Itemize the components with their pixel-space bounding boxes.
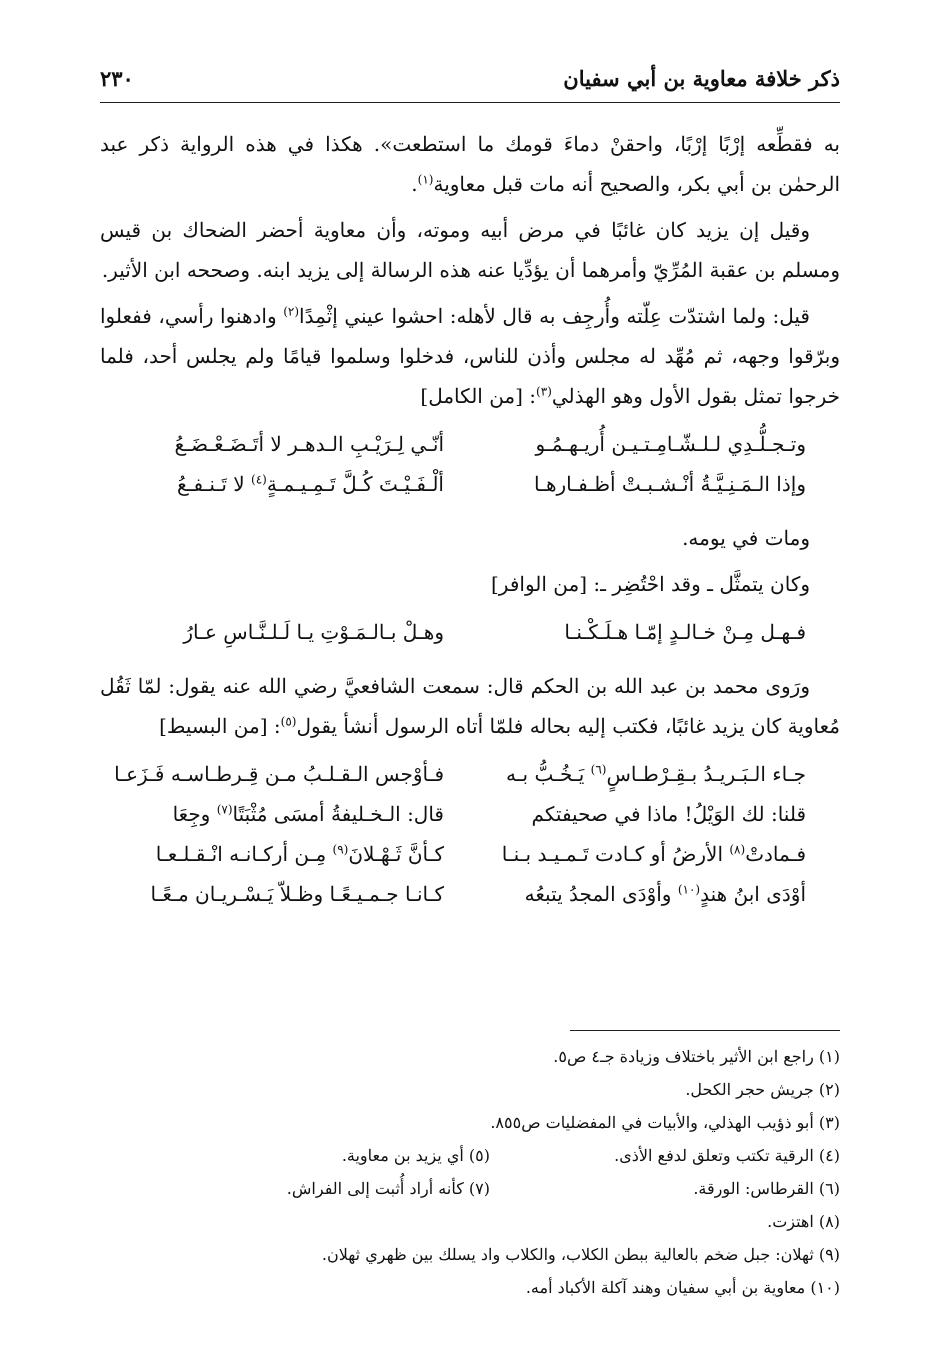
paragraph-2: وقيل إن يزيد كان غائبًا في مرض أبيه وموته، وأن معاوية أحضر الضحاك بن قيس ومسلم بن عقبة المُرِّيّ وأمرهما أن يؤدِّيا عنه هذه الرسالة إلى يزيد ابنه. وصححه ابن الأثير.	[100, 218, 840, 282]
page-header	[100, 62, 840, 103]
verse-line	[100, 464, 840, 504]
footnote-ref: (٣)	[536, 384, 552, 399]
page-number: ٢٣٠	[100, 66, 134, 91]
paragraph-4: ورَوى محمد بن عبد الله بن الحكم قال: سمعت الشافعيَّ رضي الله عنه يقول: لمّا ثَقُل مُعاوية كان يزيد غائبًا، فكتب إليه بحاله فلمّا أتاه الرسول أنشأ يقول$^{(٥)}$: [من البسيط]	[100, 674, 840, 738]
verse-hemistich: جـاء الـبَـريـدُ بـقِـرْطـاسٍ$^{(٦)}$ يَـخُـبُّ بـه	[505, 762, 806, 786]
verse-line	[100, 754, 840, 794]
verse-line	[100, 834, 840, 874]
verse-hemistich: قلنا: لك الوَيْلُ! ماذا في صحيفتكم	[531, 802, 806, 826]
paragraph-recite: وكان يتمثَّل ـ وقد احْتُضِر ـ: [من الوافر]	[491, 572, 810, 596]
footnote-item: (١٠) معاوية بن أبي سفيان وهند آكلة الأكباد أمه.	[525, 1278, 840, 1297]
footnote-item: (٨) اهتزت.	[767, 1212, 840, 1231]
verse-hemistich: فـأوْجس الـقـلـبُ مـن قِـرطـاسـه فَـزَعـا	[114, 762, 444, 786]
verse-line	[100, 794, 840, 834]
paragraph-1: به فقطِّعه إرْبًا إرْبًا، واحقنْ دماءَ قومك ما استطعت». هكذا في هذه الرواية ذكر عبد الرحمٰن بن أبي بكر، والصحيح أنه مات قبل معاوية$^{(١)}$.	[100, 132, 840, 196]
footnotes	[100, 1040, 840, 1304]
footnote-ref: (٩)	[332, 842, 349, 857]
verse-line	[100, 874, 840, 914]
verse-hemistich: فـهـل مِـنْ خـالـدٍ إمّـا هـلَـكْـنـا	[564, 620, 806, 644]
footnote-ref: (٤)	[251, 472, 267, 487]
footnote-item: (٢) جريش حجر الكحل.	[685, 1080, 840, 1099]
verse-hemistich: وهـلْ بـالـمَـوْتِ يـا لَـلـنَّـاسِ عـارُ	[183, 620, 444, 644]
verse-line	[100, 612, 840, 652]
footnote-ref: (٨)	[729, 842, 746, 857]
verse-hemistich: كـأنَّ ثَـهْـلانَ$^{(٩)}$ مِـن أركـانـه انْـقـلـعـا	[155, 842, 444, 866]
verse-hemistich: أنّـي لِـرَيْـبِ الـدهـر لا أتَـضَـعْـضَـعُ	[174, 432, 444, 456]
footnote-item: (١) راجع ابن الأثير باختلاف وزيادة جـ٤ ص٥.	[553, 1047, 840, 1066]
footnote-item: (٤) الرقية تكتب وتعلق لدفع الأذى. (٥) أي يزيد بن معاوية.	[341, 1146, 840, 1165]
verse-hemistich: وتـجـلُّـدِي لـلـشّـامِـتـيـن أُريـهـمُـو	[535, 432, 806, 456]
footnote-item: (٣) أبو ذؤيب الهذلي، والأبيات في المفضليات ص٨٥٥.	[490, 1113, 840, 1132]
footnote-item: (٦) القرطاس: الورقة. (٧) كأنه أراد أُثبت إلى الفراش.	[286, 1179, 840, 1198]
main-text	[100, 124, 840, 928]
footnote-ref: (٢)	[283, 304, 300, 319]
footnote-item: (٩) ثهلان: جبل ضخم بالعالية ببطن الكلاب، والكلاب واد يسلك بين ظهري ثهلان.	[321, 1245, 840, 1264]
footnote-ref: (١)	[417, 172, 434, 187]
running-title: ذكر خلافة معاوية بن أبي سفيان	[563, 66, 840, 91]
verse-hemistich: ألْـفَـيْـتَ كُـلَّ تَـمِـيـمـةٍ$^{(٤)}$ لا تَـنـفـعُ	[176, 472, 444, 496]
verse-hemistich: قال: الـخـليفةُ أمسَى مُثْبَتًا$^{(٧)}$ وجِعَا	[172, 802, 444, 826]
footnote-ref: (١٠)	[677, 882, 701, 897]
poem-wafir	[100, 612, 840, 652]
paragraph-died: ومات في يومه.	[682, 526, 810, 550]
verse-hemistich: وإذا الـمَـنِـيَّـةُ أنْـشـبـتْ أظـفـارهـا	[534, 472, 806, 496]
paragraph-3: قيل: ولما اشتدّت عِلّته وأُرجِف به قال لأهله: احشوا عيني إثْمِدًا$^{(٢)}$ وادهنوا رأسي، ففعلوا وبرّقوا وجهه، ثم مُهِّد له مجلس وأذن للناس، فدخلوا وسلموا قيامًا ولم يجلس أحد، فلما خرجوا تمثل بقول الأول وهو الهذلي$^{(٣)}$: [من الكامل]	[100, 304, 840, 408]
footnote-separator	[570, 1030, 840, 1031]
verse-line	[100, 424, 840, 464]
footnote-ref: (٦)	[590, 762, 607, 777]
verse-hemistich: كـانـا جـمـيـعًـا وظـلاّ يَـسْـريـان مـعًـا	[150, 882, 444, 906]
verse-hemistich: فـمادتْ$^{(٨)}$ الأرضُ أو كـادت تَـمـيـد بـنـا	[501, 842, 806, 866]
footnote-ref: (٥)	[280, 714, 297, 729]
footnote-ref: (٧)	[216, 802, 233, 817]
verse-hemistich: أوْدَى ابنُ هندٍ$^{(١٠)}$ وأوْدَى المجدُ يتبعُه	[524, 882, 806, 906]
poem-basit	[100, 754, 840, 914]
poem-kamil	[100, 424, 840, 504]
